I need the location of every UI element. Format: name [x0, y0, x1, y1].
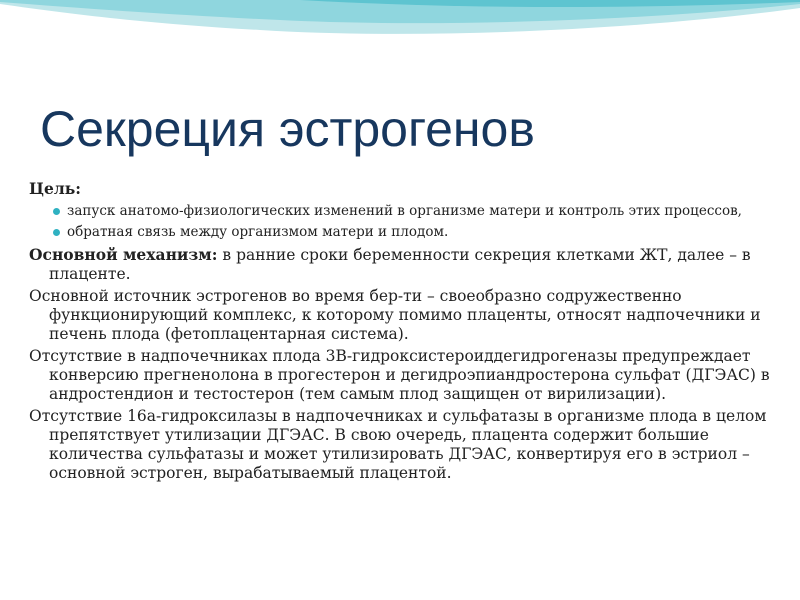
bullet-icon — [53, 229, 60, 236]
slide-title: Секреция эстрогенов — [40, 101, 535, 157]
list-item-text: обратная связь между организмом матери и плодом. — [67, 224, 449, 240]
paragraph-adrenal: Отсутствие в надпочечниках плода 3В-гидроксистероиддегидрогеназы предупреждает конверсию прегненолона в прогестерон и дегидроэпиандростерона сульфат (ДГЭАС) в андростендион и тестостерон (тем самым плод защищен от вирилизации). — [29, 347, 770, 403]
mechanism-paragraph — [29, 245, 774, 284]
goal-label: Цель: — [29, 179, 82, 198]
goal-list — [29, 203, 774, 241]
bullet-icon — [53, 208, 60, 215]
decorative-wave — [0, 0, 800, 80]
slide-body — [29, 179, 774, 486]
list-item-text: запуск анатомо-физиологических изменений в организме матери и контроль этих процессов, — [67, 203, 742, 219]
paragraph-source: Основной источник эстрогенов во время бер-ти – своеобразно содружественно функционирующий комплекс, к которому помимо плаценты, относят надпочечники и печень плода (фетоплацентарная система). — [29, 287, 761, 343]
list-item — [53, 224, 774, 241]
list-item — [53, 203, 774, 220]
paragraph-placenta: Отсутствие 16а-гидроксилазы в надпочечниках и сульфатазы в организме плода в целом препятствует утилизации ДГЭАС. В свою очередь, плацента содержит большие количества сульфатазы и может утилизировать ДГЭАС, конвертируя его в эстриол – основной эстроген, вырабатываемый плацентой. — [29, 407, 767, 482]
mechanism-label: Основной механизм: — [29, 245, 218, 264]
mechanism-text: в ранние сроки беременности секреция клетками ЖТ, далее – в плаценте. — [49, 246, 751, 283]
